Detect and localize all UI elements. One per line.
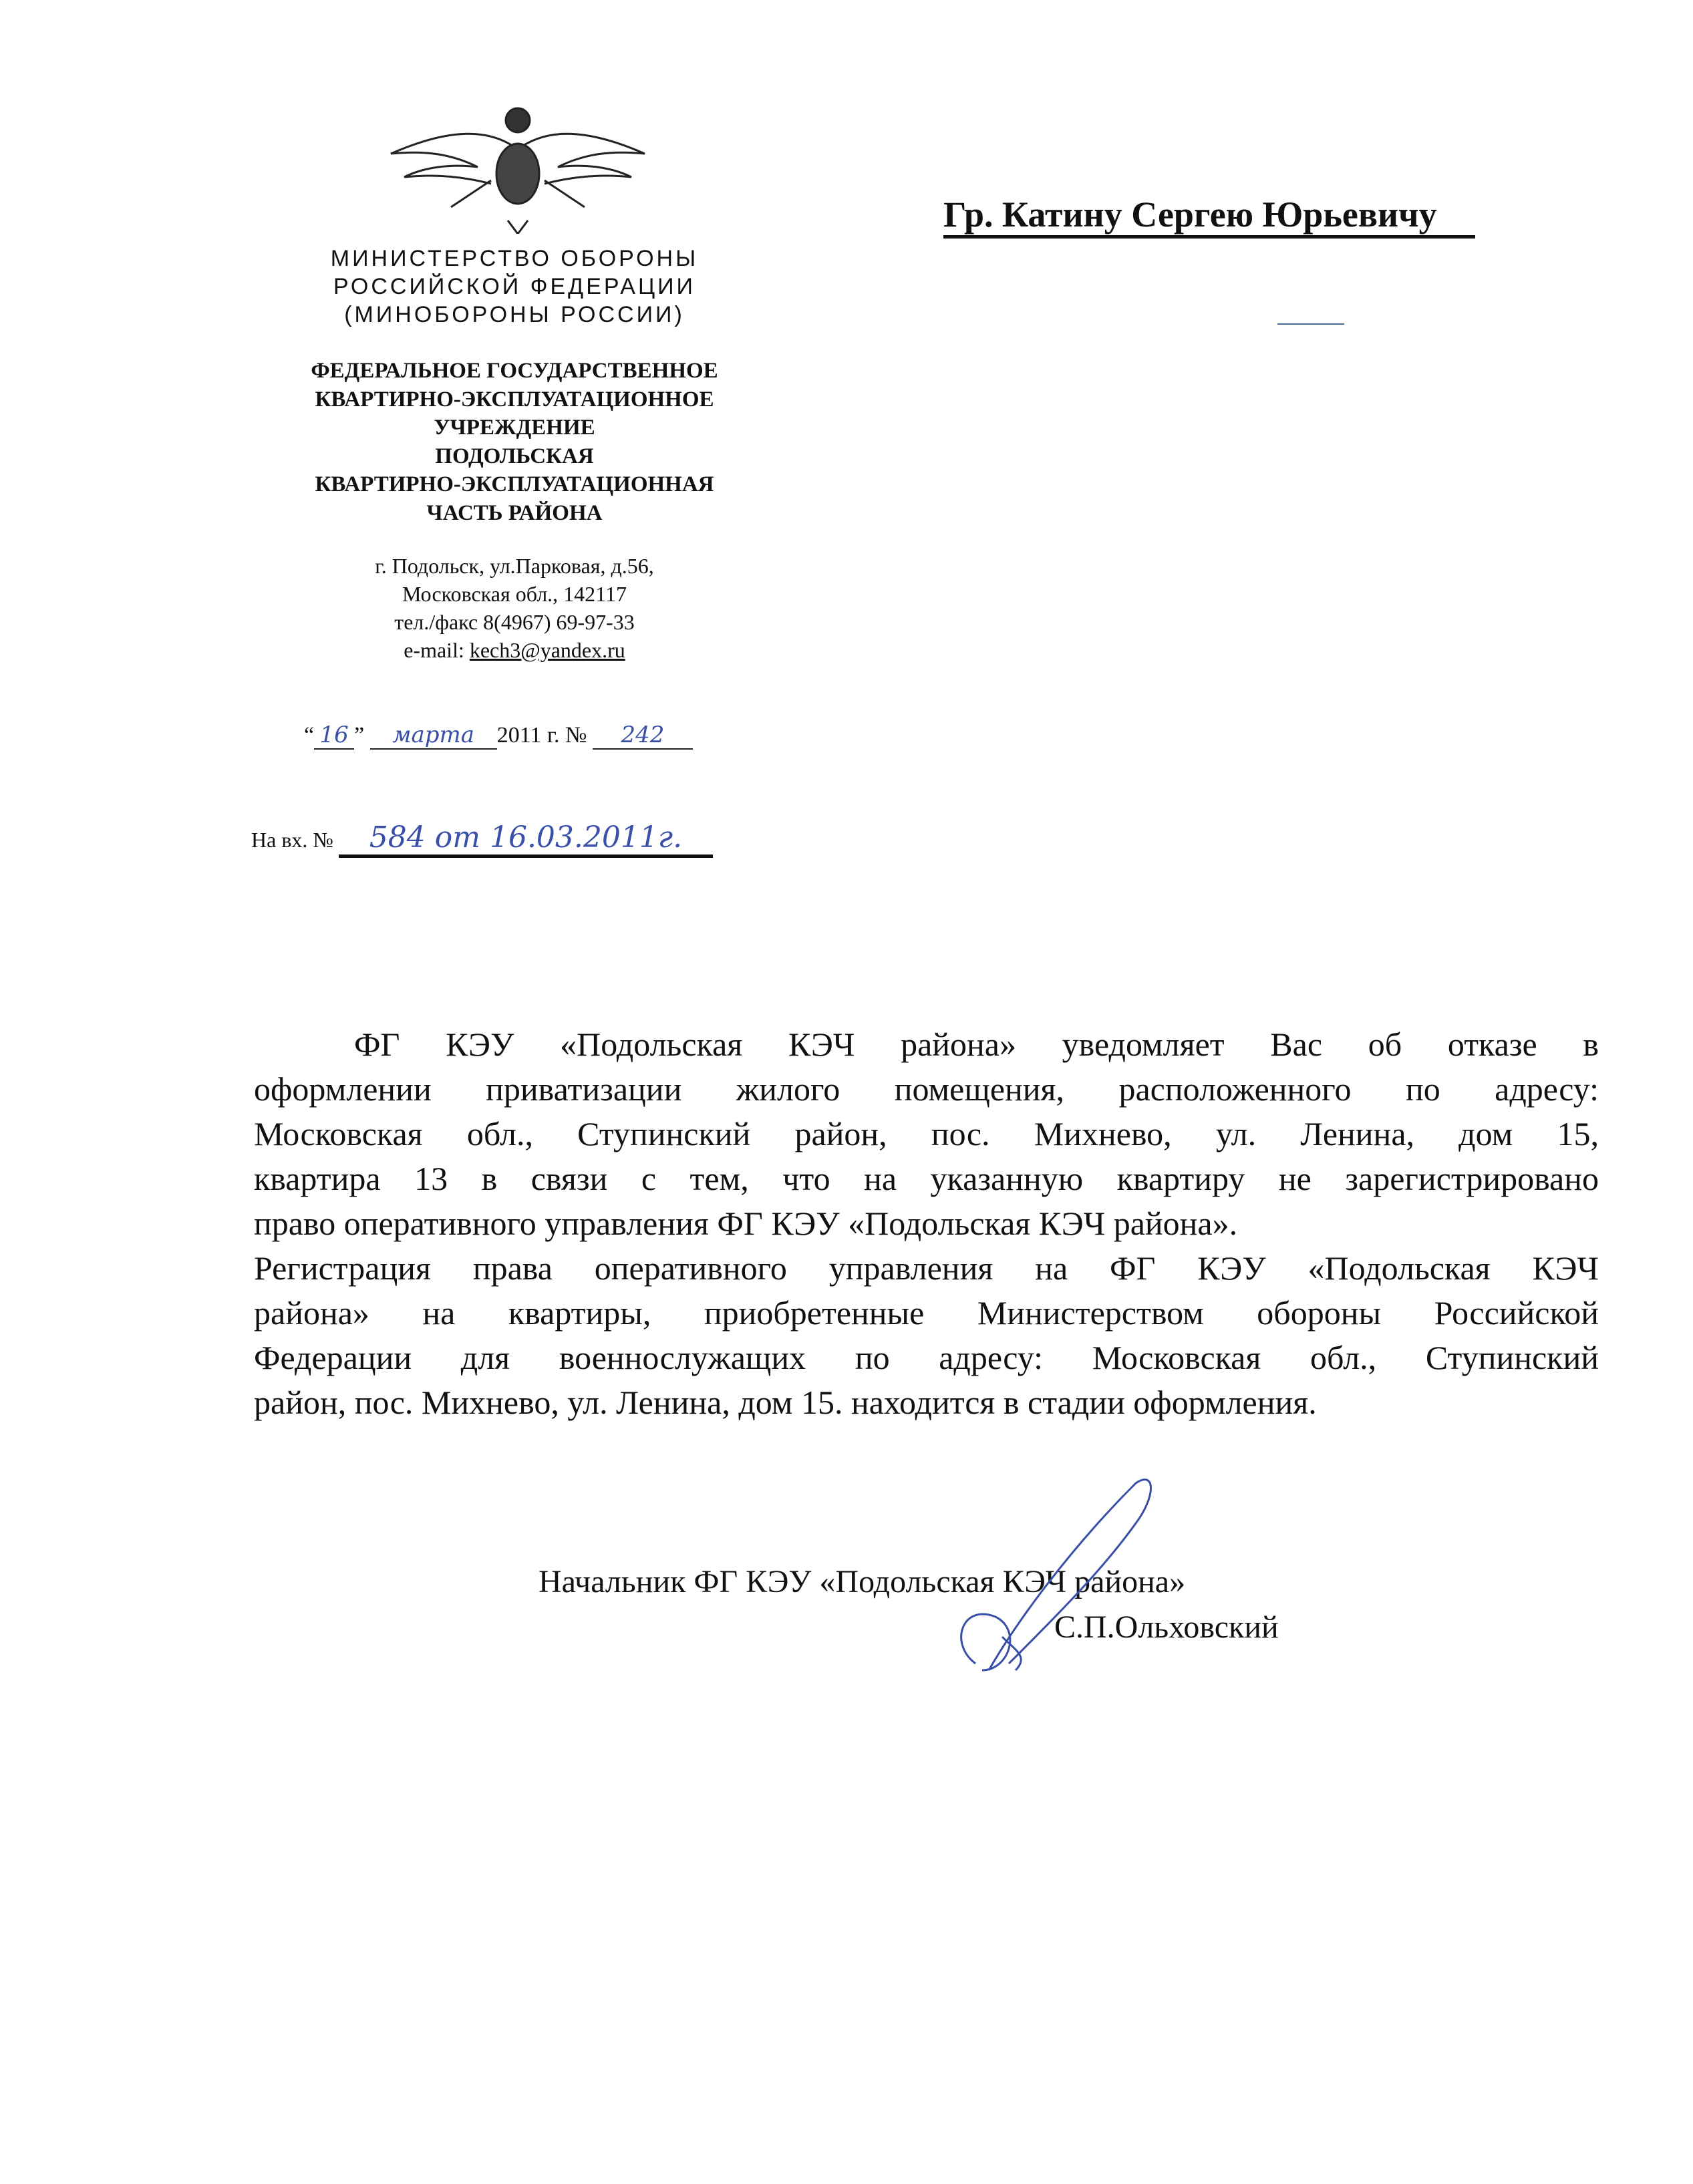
- quote-close: ”: [354, 723, 365, 748]
- body-line: оформлении приватизации жилого помещения, расположенного по адресу:: [254, 1070, 1599, 1108]
- body-line: ФГ КЭУ «Подольская КЭЧ района» уведомляет Вас об отказе в: [354, 1026, 1599, 1063]
- organization-name: [247, 357, 782, 527]
- org-line: КВАРТИРНО-ЭКСПЛУАТАЦИОННОЕ: [315, 387, 714, 412]
- org-line: УЧРЕЖДЕНИЕ: [434, 416, 595, 440]
- email-link[interactable]: kech3@yandex.ru: [469, 638, 625, 662]
- organization-address: [247, 552, 782, 664]
- quote-open: “: [304, 723, 315, 748]
- ministry-line: РОССИЙСКОЙ ФЕДЕРАЦИИ: [333, 274, 696, 299]
- org-line: ПОДОЛЬСКАЯ: [435, 444, 594, 468]
- letter-body: [254, 1022, 1599, 1425]
- org-line: ФЕДЕРАЛЬНОЕ ГОСУДАРСТВЕННОЕ: [311, 359, 718, 383]
- incoming-value: 584 от 16.03.2011г.: [339, 820, 713, 858]
- ministry-line: МИНИСТЕРСТВО ОБОРОНЫ: [330, 246, 699, 271]
- outgoing-day: 16: [314, 722, 354, 750]
- signatory-position: Начальник ФГ КЭУ «Подольская КЭЧ района»: [538, 1564, 1186, 1599]
- body-line: Федерации для военнослужащих по адресу: Московская обл., Ступинский: [254, 1339, 1599, 1376]
- body-line: Регистрация права оперативного управления на ФГ КЭУ «Подольская КЭЧ: [254, 1249, 1599, 1287]
- ministry-line: (МИНОБОРОНЫ РОССИИ): [344, 302, 685, 327]
- recipient-address-underline: [1277, 323, 1344, 325]
- outgoing-date-number: [304, 722, 693, 750]
- recipient: Гр. Катину Сергею Юрьевичу: [943, 194, 1475, 239]
- signatory-name: С.П.Ольховский: [1054, 1609, 1279, 1645]
- handwritten-signature: [935, 1470, 1176, 1677]
- org-line: ЧАСТЬ РАЙОНА: [426, 500, 603, 525]
- ministry-name: [247, 245, 782, 329]
- outgoing-year: 2011 г. №: [496, 723, 587, 748]
- email-label: e-mail:: [404, 638, 470, 662]
- outgoing-month: марта: [370, 722, 497, 750]
- address-line: Московская обл., 142117: [402, 582, 627, 606]
- address-line: г. Подольск, ул.Парковая, д.56,: [375, 554, 654, 578]
- body-line: район, пос. Михнево, ул. Ленина, дом 15. находится в стадии оформления.: [254, 1384, 1317, 1421]
- body-line: района» на квартиры, приобретенные Министерством обороны Российской: [254, 1294, 1599, 1332]
- address-line: тел./факс 8(4967) 69-97-33: [394, 610, 635, 634]
- body-line: квартира 13 в связи с тем, что на указанную квартиру не зарегистрировано: [254, 1160, 1599, 1197]
- incoming-number: [251, 820, 713, 858]
- ministry-emblem: [384, 100, 651, 234]
- org-line: КВАРТИРНО-ЭКСПЛУАТАЦИОННАЯ: [315, 472, 714, 496]
- body-line: Московская обл., Ступинский район, пос. Михнево, ул. Ленина, дом 15,: [254, 1115, 1599, 1152]
- body-line: право оперативного управления ФГ КЭУ «Подольская КЭЧ района».: [254, 1205, 1238, 1242]
- email-line: [247, 636, 782, 664]
- outgoing-number: 242: [593, 722, 693, 750]
- incoming-label: На вх. №: [251, 828, 333, 852]
